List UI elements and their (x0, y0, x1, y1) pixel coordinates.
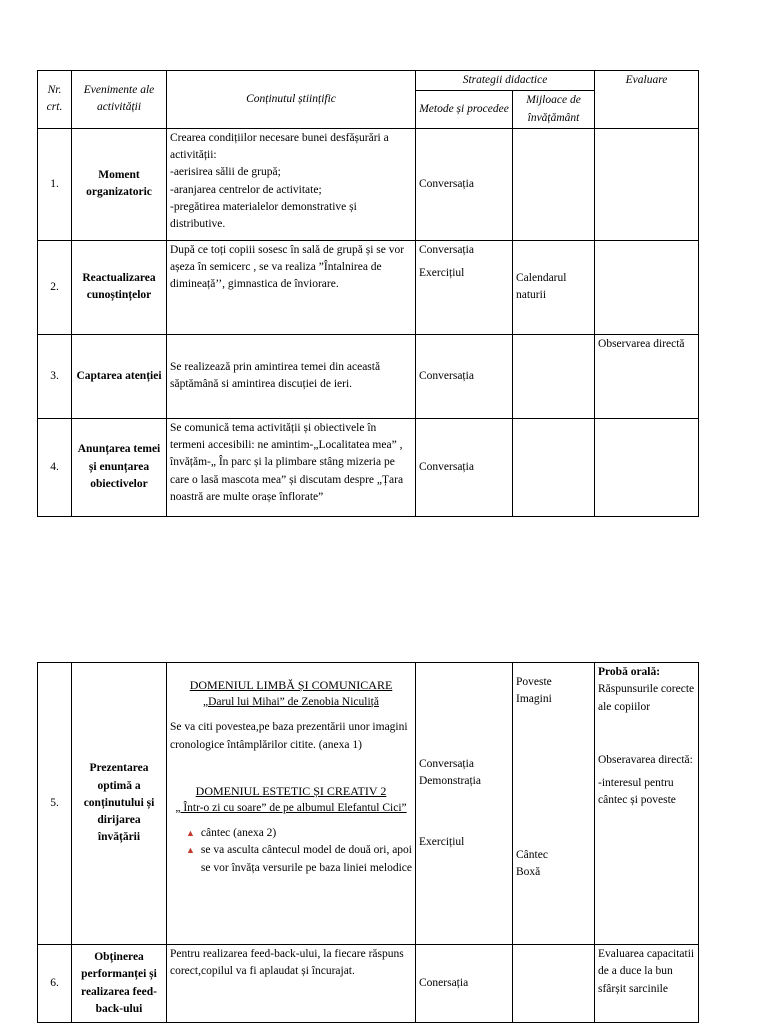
method-item: Conversația (419, 460, 474, 473)
row-methods (416, 418, 513, 516)
domain-subtitle: „Darul lui Mihai” de Zenobia Niculiță (203, 696, 379, 708)
row-number: 2. (38, 240, 72, 334)
evaluation-item: -interesul pentru cântec și poveste (598, 777, 676, 807)
means-item: Boxă (516, 865, 541, 878)
row-means (513, 334, 595, 418)
row-content (167, 418, 416, 516)
method-item: Conversația (419, 243, 474, 256)
row-content (167, 663, 416, 945)
content-line: Crearea condițiilor necesare bunei desfășurări a activității: (170, 131, 389, 161)
row-content (167, 128, 416, 240)
row-evaluation (595, 240, 699, 334)
evaluation-item: Răspunsurile corecte ale copiilor (598, 683, 695, 713)
table-row (38, 240, 699, 334)
header-events: Evenimente ale activității (72, 71, 167, 129)
bullet-icon: ▲ (186, 828, 195, 838)
row-event: Anunțarea temei și enunțarea obiectivelor (72, 418, 167, 516)
row-methods (416, 128, 513, 240)
method-item: Demonstrația (419, 774, 481, 787)
row-content (167, 334, 416, 418)
content-line: Se realizează prin amintirea temei din această săptămână si amintirea discuției de ieri. (170, 361, 381, 391)
content-line: -pregătirea materialelor demonstrative și distributive. (170, 200, 357, 230)
header-evaluation: Evaluare (595, 71, 699, 129)
row-content: Pentru realizarea feed-back-ului, la fiecare răspuns corect,copilul va fi aplaudat și încurajat. (167, 945, 416, 1023)
table-row (38, 334, 699, 418)
bullet-icon: ▲ (186, 845, 195, 856)
method-item: Conversația (419, 177, 474, 190)
means-item: Cântec (516, 848, 548, 861)
table-row (38, 663, 699, 945)
bullet-text: cântec (anexa 2) (200, 827, 277, 839)
row-methods: Conersația (416, 945, 513, 1023)
table-row (38, 128, 699, 240)
method-item: Conversația (419, 757, 474, 770)
header-content: Conținutul științific (167, 71, 416, 129)
row-methods (416, 240, 513, 334)
lesson-plan-table-1 (37, 70, 699, 517)
row-event: Obținerea performanței și realizarea feed-back-ului (72, 945, 167, 1023)
header-methods: Metode și procedee (416, 91, 513, 129)
content-line: După ce toți copiii sosesc în sală de grupă și se vor așeza în semicerc , se va realiza ”Întalnirea de dimineață’’, gimnastica de înviorare. (170, 243, 405, 291)
row-number: 1. (38, 128, 72, 240)
row-means (513, 945, 595, 1023)
table-row (38, 945, 699, 1023)
header-nr: Nr. crt. (38, 71, 72, 129)
row-means (513, 418, 595, 516)
evaluation-item: Obseravarea directă: (598, 753, 693, 766)
header-strategies: Strategii didactice (416, 71, 595, 91)
bullet-item (170, 842, 412, 877)
row-means (513, 128, 595, 240)
content-line: Se comunică tema activității și obiectivele în termeni accesibili: ne amintim-„Localitatea mea” , învățăm-„ În parc și la plimbare stâng mizeria pe care o lasă mascota mea” și discutam despre „Țara noastră are multe orașe înflorate” (170, 421, 404, 503)
content-line: Se va citi povestea,pe baza prezentării unor imagini cronologice întâmplărilor citite. (anexa 1) (170, 721, 408, 751)
row-evaluation (595, 663, 699, 945)
method-item: Exercițiul (419, 836, 465, 849)
row-number: 6. (38, 945, 72, 1023)
content-line: -aerisirea sălii de grupă; (170, 166, 281, 179)
row-evaluation (595, 334, 699, 418)
method-item: Exercițiul (419, 267, 465, 279)
row-number: 4. (38, 418, 72, 516)
row-evaluation (595, 418, 699, 516)
bullet-text: se va asculta cântecul model de două ori, apoi se vor învăța versurile pe baza liniei melodice (200, 844, 412, 874)
row-evaluation: Evaluarea capacitatii de a duce la bun sfârșit sarcinile (595, 945, 699, 1023)
row-means (513, 240, 595, 334)
domain-title: DOMENIUL LIMBĂ ȘI COMUNICARE (189, 678, 393, 692)
row-number: 5. (38, 663, 72, 945)
evaluation-title: Probă orală: (598, 666, 661, 678)
row-content (167, 240, 416, 334)
row-methods (416, 663, 513, 945)
header-means: Mijloace de învățământ (513, 91, 595, 129)
method-item: Conversația (419, 369, 474, 382)
row-event: Captarea atenției (72, 334, 167, 418)
means-item: Imagini (516, 693, 552, 706)
row-means (513, 663, 595, 945)
means-item: Poveste (516, 676, 552, 688)
bullet-item (170, 825, 412, 842)
row-event: Reactualizarea cunoștințelor (72, 240, 167, 334)
row-evaluation (595, 128, 699, 240)
row-methods (416, 334, 513, 418)
row-event: Prezentarea optimă a conținutului și dirijarea învățării (72, 663, 167, 945)
lesson-plan-table-2 (37, 662, 699, 1023)
row-number: 3. (38, 334, 72, 418)
table-row (38, 418, 699, 516)
domain-title: DOMENIUL ESTETIC ȘI CREATIV 2 (195, 783, 387, 798)
means-item: Calendarul naturii (516, 272, 567, 302)
evaluation-item: Observarea directă (598, 337, 685, 350)
row-event: Moment organizatoric (72, 128, 167, 240)
content-line: -aranjarea centrelor de activitate; (170, 183, 322, 196)
domain-subtitle: „ Într-o zi cu soare” de pe albumul Elefantul Cici” (175, 801, 407, 814)
